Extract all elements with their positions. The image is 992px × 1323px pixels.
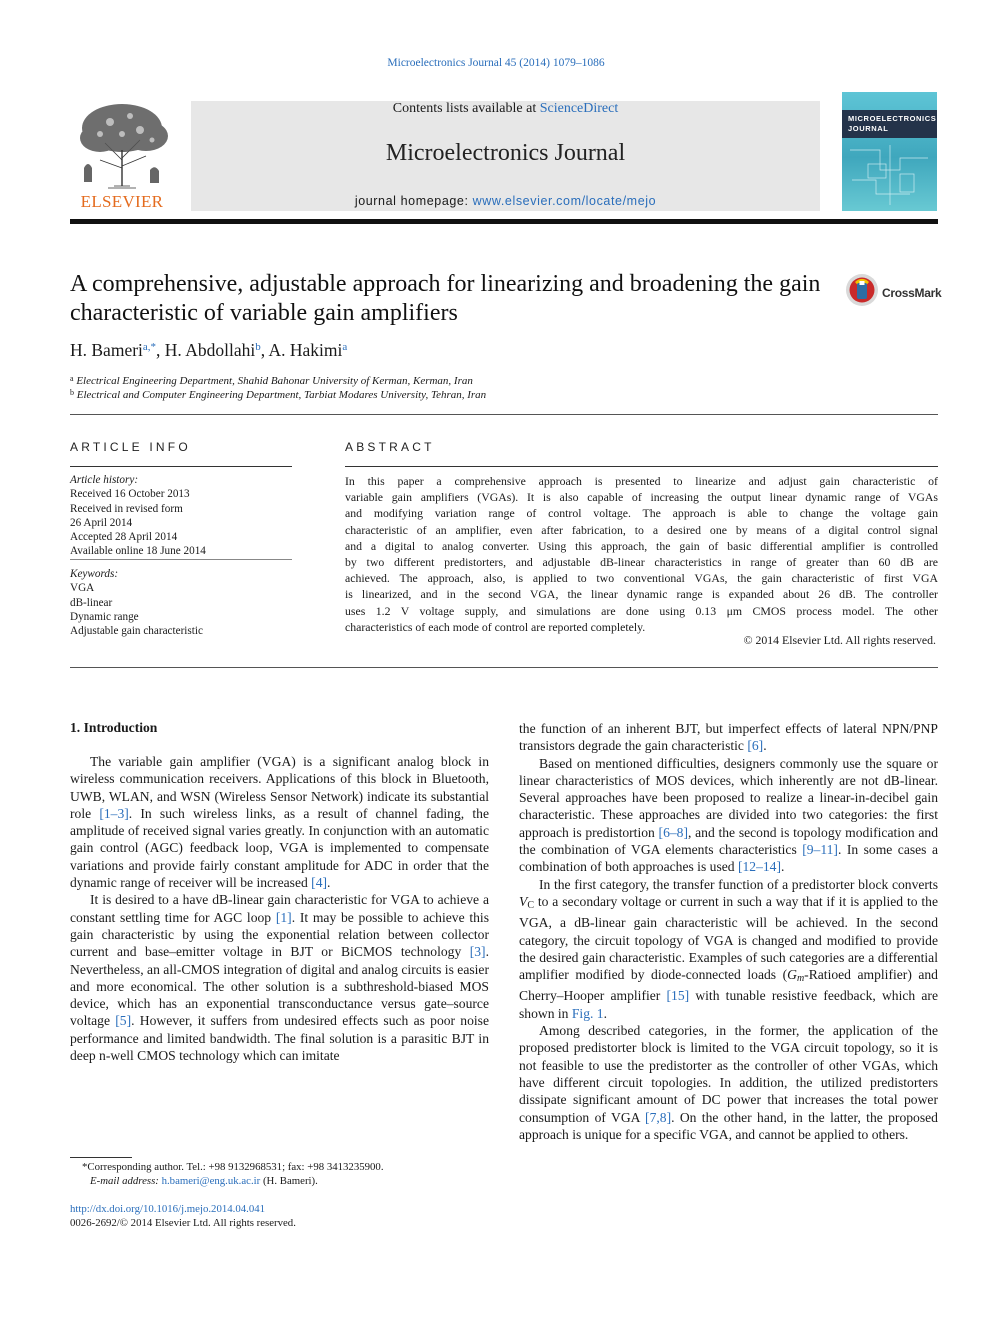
abstract-line: achieved. The approach, also, is applied to two conventional VGAs, the gain characteristic of first VGA xyxy=(345,571,938,586)
journal-cover-thumbnail[interactable] xyxy=(842,92,937,211)
keyword: dB-linear xyxy=(70,596,113,609)
citation-link[interactable]: [9–11] xyxy=(802,842,838,858)
contents-prefix: Contents lists available at xyxy=(392,101,540,116)
abstract-line: and modifying variation range of control voltage. The approach is able to change the voltage gain xyxy=(345,506,938,521)
circuit-art-icon xyxy=(842,140,937,211)
citation-link[interactable]: [3] xyxy=(469,944,486,960)
text-run: . Nevertheless, an all-CMOS integration of digital and analog circuits is easier and more economical. The other solution is a subthreshold-biased MOS device, which has an exponential transconductance versus gate–source voltage xyxy=(70,944,489,1029)
history-item: 26 April 2014 xyxy=(70,516,133,529)
footnote-rule xyxy=(70,1157,132,1158)
abstract-line: characteristic of an amplifier, even after fabrication, to a desired one by means of a digital control signal xyxy=(345,522,938,537)
author-name[interactable]: H. Bameri xyxy=(70,340,143,360)
text-run: Among described categories, in the former, the application of the proposed predistorter block is limited to the VGA circuit topology, so it is not feasible to use the predistorter as the controller of other VGAs, which have different circuit topologies. In addition, the utilized predistorters dissipate significant amount of DC power that increases the total power consumption of VGA xyxy=(519,1023,938,1125)
text-run: . xyxy=(603,1005,608,1021)
text-run: In the first category, the transfer function of a predistorter block converts xyxy=(539,876,938,892)
issn-line: 0026-2692/© 2014 Elsevier Ltd. All rights reserved. xyxy=(70,1217,296,1229)
author-list xyxy=(70,340,347,361)
author-marks[interactable]: b xyxy=(255,341,261,353)
text-run: the function of an inherent BJT, but imperfect effects of lateral NPN/PNP transistors degrade the gain characteristic xyxy=(519,721,938,754)
citation-link[interactable]: [1] xyxy=(275,909,292,925)
citation-link[interactable]: [15] xyxy=(666,988,690,1004)
body-column-right xyxy=(519,720,938,1143)
body-paragraph xyxy=(519,1022,938,1143)
sciencedirect-link[interactable]: ScienceDirect xyxy=(539,101,619,116)
citation-link[interactable]: Fig. 1 xyxy=(571,1005,604,1021)
section-heading: 1. Introduction xyxy=(70,720,158,735)
citation-link[interactable]: [12–14] xyxy=(737,859,782,875)
crossmark-icon xyxy=(845,273,879,307)
citation-link[interactable]: [5] xyxy=(115,1013,132,1029)
text-run: with tunable resistive feedback, which are shown in xyxy=(519,988,938,1021)
history-label: Article history: xyxy=(70,474,139,486)
body-paragraph xyxy=(70,753,489,891)
abstract-line: variable gain amplifiers (VGAs). It is also capable of increasing the output linear dynamic range of VGAs xyxy=(345,490,938,505)
crossmark-badge[interactable] xyxy=(845,273,945,311)
doi-link[interactable]: http://dx.doi.org/10.1016/j.mejo.2014.04.041 xyxy=(70,1203,266,1215)
affiliation-mark: a xyxy=(70,374,74,383)
abstract-divider xyxy=(70,667,938,668)
text-run: The variable gain amplifier (VGA) is a significant analog block in wireless communication receivers. Applications of this block in Bluetooth, UWB, WLAN, and WSN (Wireless Sensor Network) indicate its substantial role xyxy=(70,754,489,821)
history-item: Accepted 28 April 2014 xyxy=(70,531,178,544)
abstract-copyright: © 2014 Elsevier Ltd. All rights reserved. xyxy=(743,633,936,647)
homepage-link[interactable]: www.elsevier.com/locate/mejo xyxy=(472,194,657,208)
body-paragraph xyxy=(70,891,489,1064)
text-run: G xyxy=(787,967,797,983)
text-run: It is desired to a have dB-linear gain characteristic for VGA to achieve a constant settling time for AGC loop xyxy=(70,892,489,925)
journal-name: Microelectronics Journal xyxy=(385,140,626,166)
abstract-line: and a digital to analog converter. Using this approach, the gain of basic differential amplifier is controlled xyxy=(345,538,938,553)
header-divider xyxy=(70,414,938,415)
email-label: E-mail address: xyxy=(90,1175,162,1187)
history-item: Received in revised form xyxy=(70,502,183,515)
affiliation-mark: b xyxy=(70,388,74,397)
author-separator: , xyxy=(156,340,165,360)
text-run: . On the other hand, in the latter, the proposed approach is unique for a specific VGA, and cannot be applied to others. xyxy=(519,1109,938,1142)
history-rule xyxy=(70,559,292,560)
author-separator: , xyxy=(260,340,269,360)
article-title: A comprehensive, adjustable approach for linearizing and broadening the gain characteristic of variable gain amplifiers xyxy=(70,271,821,326)
abstract-line: by two different predistorters, and adjustable dB-linear characteristics in range of greater than 60 dB are xyxy=(345,555,938,570)
author-marks[interactable]: a xyxy=(342,341,348,353)
masthead-rule xyxy=(70,219,938,224)
email-suffix: (H. Bameri). xyxy=(260,1175,318,1187)
history-item: Available online 18 June 2014 xyxy=(70,545,206,558)
text-run: m xyxy=(796,973,805,985)
abstract-heading: ABSTRACT xyxy=(345,440,435,454)
abstract-line: characteristics of each mode of control are reported completely. xyxy=(345,619,646,634)
affiliation-text: Electrical and Computer Engineering Department, Tarbiat Modares University, Tehran, Iran xyxy=(76,389,487,401)
body-paragraph xyxy=(519,720,938,755)
text-run: . In some cases a combination of both approaches is used xyxy=(519,842,938,875)
email-link[interactable]: h.bameri@eng.uk.ac.ir xyxy=(161,1175,261,1187)
crossmark-label: CrossMark xyxy=(882,286,942,300)
text-run: Based on mentioned difficulties, designers commonly use the square or linear characteristics of MOS devices, which inherently are not dB-linear. Several approaches have been proposed to realize a linear-in-decibel gain characteristic. These approaches are divided into two categories: the first approach is predistortion xyxy=(519,755,938,840)
keywords xyxy=(70,567,292,638)
keywords-label: Keywords: xyxy=(70,568,119,580)
article-history xyxy=(70,473,292,559)
text-run: -Ratioed amplifier) and Cherry–Hooper amplifier xyxy=(519,967,938,1004)
text-run: V xyxy=(519,893,528,909)
corresponding-text: Corresponding author. Tel.: +98 9132968531; fax: +98 3413235900. xyxy=(87,1161,384,1173)
text-run: . xyxy=(327,875,331,891)
abstract-line: In this paper a comprehensive approach is presented to linearize and adjust gain characteristic of xyxy=(345,474,938,488)
citation-link[interactable]: [1–3] xyxy=(99,805,129,821)
text-run: . xyxy=(781,859,785,875)
affiliation xyxy=(70,374,473,387)
abstract-line: is linearized, and in the second VGA, the linear dynamic range is expanded about 26 dB. The controller xyxy=(345,587,938,602)
text-run: . xyxy=(763,738,767,754)
elsevier-logo[interactable] xyxy=(70,98,174,212)
article-info-rule xyxy=(70,466,292,467)
contents-line xyxy=(191,101,820,117)
body-paragraph xyxy=(519,876,938,1022)
keyword: VGA xyxy=(70,582,95,595)
author-name[interactable]: H. Abdollahi xyxy=(164,340,256,360)
text-run: . It may be possible to achieve this gain characteristic by using the exponential relation between collector current and base–emitter voltage in BJT or BiCMOS technology xyxy=(70,909,489,960)
journal-homepage xyxy=(191,194,820,208)
citation-link[interactable]: [7,8] xyxy=(645,1109,672,1125)
email-footnote xyxy=(70,1174,318,1188)
author-name[interactable]: A. Hakimi xyxy=(268,340,343,360)
body-column-left xyxy=(70,753,489,1064)
elsevier-wordmark: ELSEVIER xyxy=(80,192,164,211)
article-info-heading: ARTICLE INFO xyxy=(70,440,191,454)
abstract-body xyxy=(345,473,938,635)
author-marks[interactable]: a,* xyxy=(142,341,157,353)
body-paragraph xyxy=(519,755,938,876)
keyword: Dynamic range xyxy=(70,610,139,623)
text-run: C xyxy=(527,899,534,911)
abstract-rule xyxy=(345,466,938,467)
text-run: . In such wireless links, as a result of channel fading, the amplitude of received signal varies greatly. In conjunction with an automatic gain control (AGC) feedback loop, VGA is implemented to compensate variations and provide fairly constant amplitude for ADC in order that the dynamic range of receiver will be increased xyxy=(70,805,489,891)
affiliation-text: Electrical Engineering Department, Shahid Bahonar University of Kerman, Kerman, Iran xyxy=(76,375,473,387)
text-run: . However, it suffers from undesired effects such as poor noise performance and limited bandwidth. The final solution is a parasitic BJT in deep n-well CMOS technology which can imitate xyxy=(70,1013,489,1064)
text-run: , and the second is topology modification and the combination of VGA elements characteristics xyxy=(519,824,938,858)
abstract-line: uses 1.2 V voltage supply, and simulations are done using 0.13 μm CMOS process model. The other xyxy=(345,603,938,618)
keyword: Adjustable gain characteristic xyxy=(70,625,203,638)
history-item: Received 16 October 2013 xyxy=(70,488,190,501)
citation-link[interactable]: [4] xyxy=(311,875,328,891)
homepage-prefix: journal homepage: xyxy=(354,194,473,208)
corresponding-footnote: *Corresponding author. Tel.: +98 9132968531; fax: +98 3413235900. xyxy=(82,1161,384,1173)
cover-title: MICROELECTRONICS JOURNAL xyxy=(848,114,937,133)
affiliation xyxy=(70,388,486,401)
text-run: to a secondary voltage or current in such a way that if it is applied to the VGA, a dB-linear gain characteristic will be achieved. In the second category, the circuit topology of VGA is changed and modified to provide the desired gain characteristic. Examples of such categories are a differential amplifier modified by diode-connected loads ( xyxy=(519,893,938,983)
running-head[interactable]: Microelectronics Journal 45 (2014) 1079–1086 xyxy=(387,57,605,69)
elsevier-tree-icon xyxy=(70,98,174,190)
citation-link[interactable]: [6–8] xyxy=(658,824,688,840)
citation-link[interactable]: [6] xyxy=(747,738,764,754)
